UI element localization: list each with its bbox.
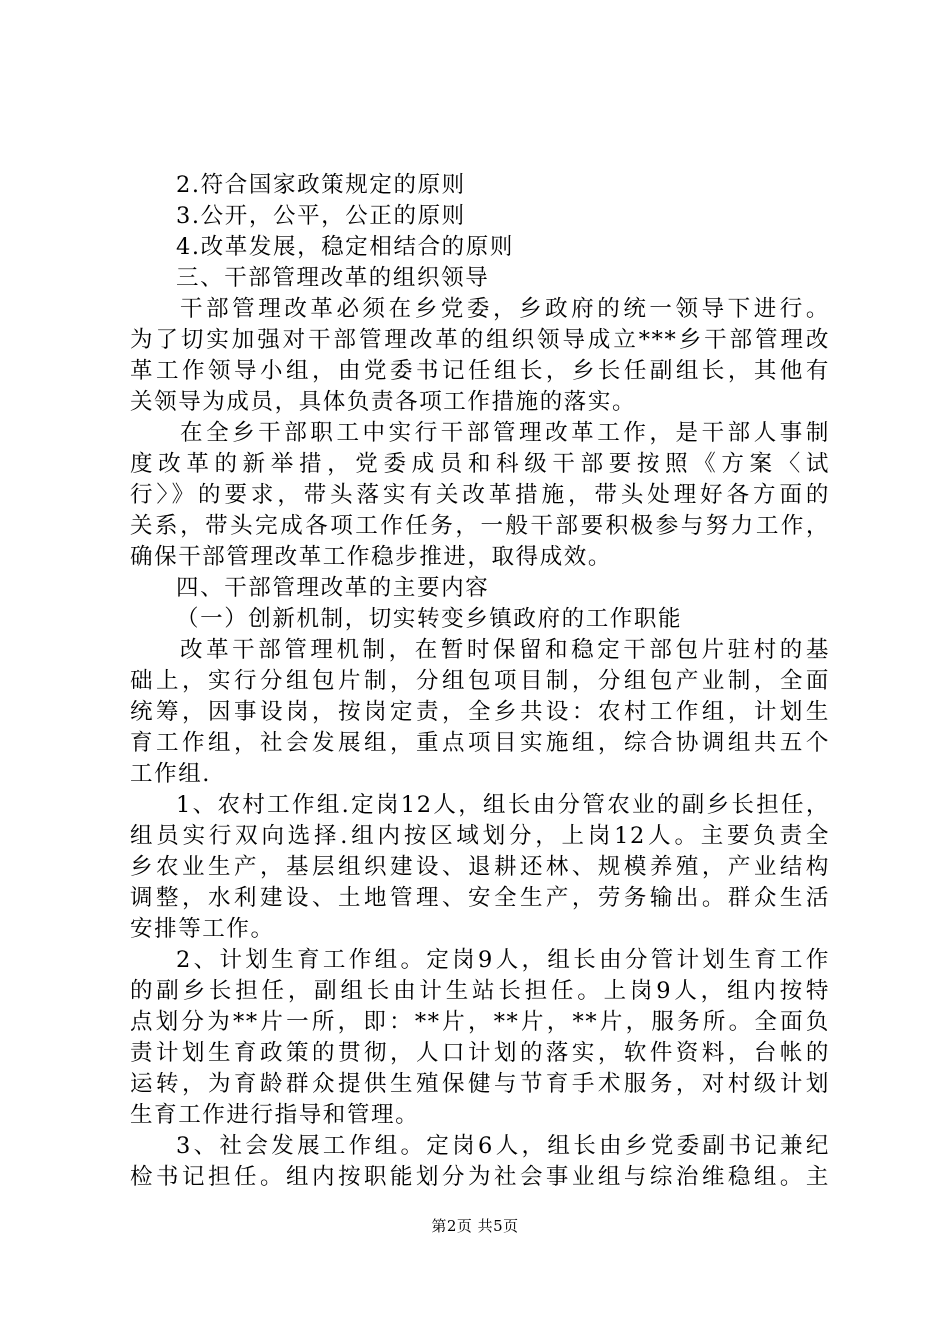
text-line: 乡农业生产，基层组织建设、退耕还林、规模养殖，产业结构 (130, 854, 830, 880)
text-line: 调整，水利建设、土地管理、安全生产，劳务输出。群众生活 (130, 885, 830, 911)
text-line: 行〉》的要求，带头落实有关改革措施，带头处理好各方面的 (130, 482, 830, 508)
text-line: 统筹，因事设岗，按岗定责，全乡共设：农村工作组，计划生 (130, 699, 830, 725)
text-line: 点划分为**片一所，即：**片，**片，**片，服务所。全面负 (130, 1009, 830, 1035)
text-line: 改革干部管理机制，在暂时保留和稳定干部包片驻村的基 (180, 637, 830, 663)
text-line: 干部管理改革必须在乡党委，乡政府的统一领导下进行。 (180, 296, 830, 322)
text-line: 3、社会发展工作组。定岗6人，组长由乡党委副书记兼纪 (176, 1133, 830, 1159)
text-line: 运转，为育龄群众提供生殖保健与节育手术服务，对村级计划 (130, 1071, 830, 1097)
text-line: 2.符合国家政策规定的原则 (176, 172, 466, 198)
text-line: 度改革的新举措，党委成员和科级干部要按照《方案〈试 (130, 451, 830, 477)
text-line: 三、干部管理改革的组织领导 (176, 265, 490, 291)
text-line: 革工作领导小组，由党委书记任组长，乡长任副组长，其他有 (130, 358, 830, 384)
text-line: 在全乡干部职工中实行干部管理改革工作，是干部人事制 (180, 420, 830, 446)
text-line: 2、计划生育工作组。定岗9人，组长由分管计划生育工作 (176, 947, 830, 973)
text-line: 关领导为成员，具体负责各项工作措施的落实。 (130, 389, 637, 415)
text-line: 组员实行双向选择.组内按区域划分，上岗12人。主要负责全 (130, 823, 830, 849)
text-line: 1、农村工作组.定岗12人，组长由分管农业的副乡长担任， (176, 792, 830, 818)
text-line: 检书记担任。组内按职能划分为社会事业组与综治维稳组。主 (130, 1164, 830, 1190)
text-line: 础上，实行分组包片制，分组包项目制，分组包产业制，全面 (130, 668, 830, 694)
text-line: 安排等工作。 (130, 916, 275, 942)
text-line: 关系，带头完成各项工作任务，一般干部要积极参与努力工作， (130, 513, 830, 539)
text-line: 育工作组，社会发展组，重点项目实施组，综合协调组共五个 (130, 730, 830, 756)
text-line: 的副乡长担任，副组长由计生站长担任。上岗9人，组内按特 (130, 978, 830, 1004)
text-line: （一）创新机制，切实转变乡镇政府的工作职能 (176, 606, 683, 632)
text-line: 生育工作进行指导和管理。 (130, 1102, 420, 1128)
text-line: 3.公开，公平，公正的原则 (176, 203, 466, 229)
page-footer (0, 1215, 950, 1236)
text-line: 确保干部管理改革工作稳步推进，取得成效。 (130, 544, 613, 570)
text-line: 4.改革发展，稳定相结合的原则 (176, 234, 514, 260)
text-line: 四、干部管理改革的主要内容 (176, 575, 490, 601)
text-line: 工作组. (130, 761, 212, 787)
text-line: 责计划生育政策的贯彻，人口计划的落实，软件资料，台帐的 (130, 1040, 830, 1066)
page-number: 第2页 共5页 (431, 1217, 519, 1235)
document-body (130, 170, 830, 1193)
text-line: 为了切实加强对干部管理改革的组织领导成立***乡干部管理改 (130, 327, 830, 353)
